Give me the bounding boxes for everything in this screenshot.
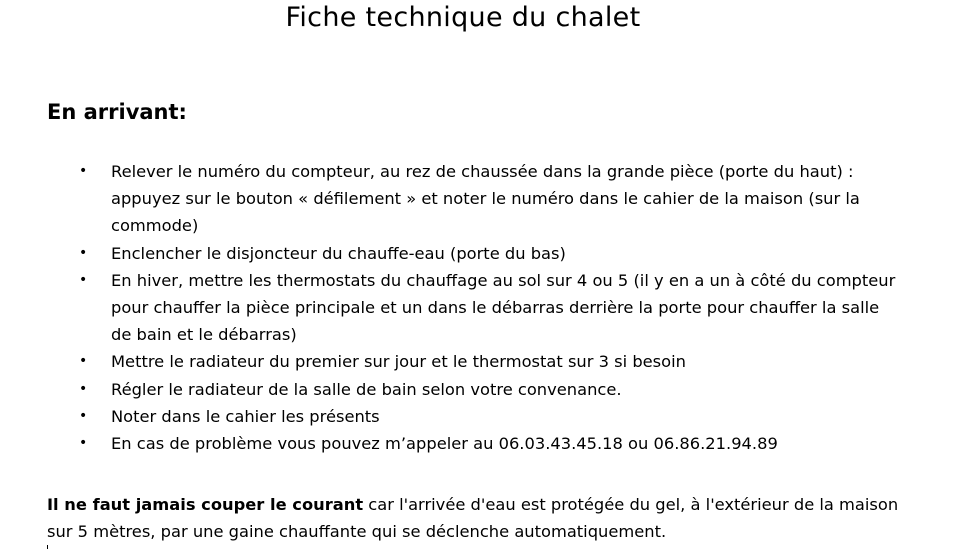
- warning-note-text: car l'arrivée d'eau est protégée du gel, à l'extérieur de la maison sur 5 mètres, par une gaine chauffante qui se déclenche automatiquement.: [47, 495, 899, 542]
- instructions-list: [79, 158, 899, 457]
- list-item: [79, 240, 899, 267]
- list-item-text: En hiver, mettre les thermostats du chauffage au sol sur 4 ou 5 (il y en a un à côté du compteur pour chauffer la pièce principale et un dans le débarras derrière la porte pour chauffer la salle de bain et le débarras): [111, 270, 896, 345]
- warning-note-bold: Il ne faut jamais couper le courant: [47, 495, 364, 514]
- list-item: [79, 403, 899, 430]
- bullet-icon: •: [79, 380, 88, 397]
- list-item-text: Noter dans le cahier les présents: [111, 406, 380, 426]
- list-item-text: Mettre le radiateur du premier sur jour et le thermostat sur 3 si besoin: [111, 352, 686, 372]
- text-cursor-mark: [47, 545, 48, 549]
- section-heading: En arrivant:: [47, 100, 187, 124]
- list-item-text: Régler le radiateur de la salle de bain selon votre convenance.: [111, 379, 622, 399]
- list-item: [79, 376, 899, 403]
- list-item: [79, 158, 899, 240]
- document-title: Fiche technique du chalet: [285, 2, 641, 33]
- list-item-text: En cas de problème vous pouvez m’appeler au 06.03.43.45.18 ou 06.86.21.94.89: [111, 434, 778, 454]
- bullet-icon: •: [79, 407, 88, 424]
- bullet-icon: •: [79, 353, 88, 370]
- list-item: [79, 267, 899, 349]
- list-item: [79, 348, 899, 375]
- bullet-icon: •: [79, 163, 88, 179]
- warning-note: [47, 491, 917, 545]
- list-item-text: Enclencher le disjoncteur du chauffe-eau (porte du bas): [111, 243, 566, 263]
- bullet-icon: •: [79, 244, 88, 261]
- list-item-text: Relever le numéro du compteur, au rez de chaussée dans la grande pièce (porte du haut) : appuyez sur le bouton « défilement » et noter le numéro dans le cahier de la maison (sur la commode): [111, 162, 860, 236]
- bullet-icon: •: [79, 271, 88, 288]
- bullet-icon: •: [79, 435, 88, 452]
- list-item: [79, 430, 899, 457]
